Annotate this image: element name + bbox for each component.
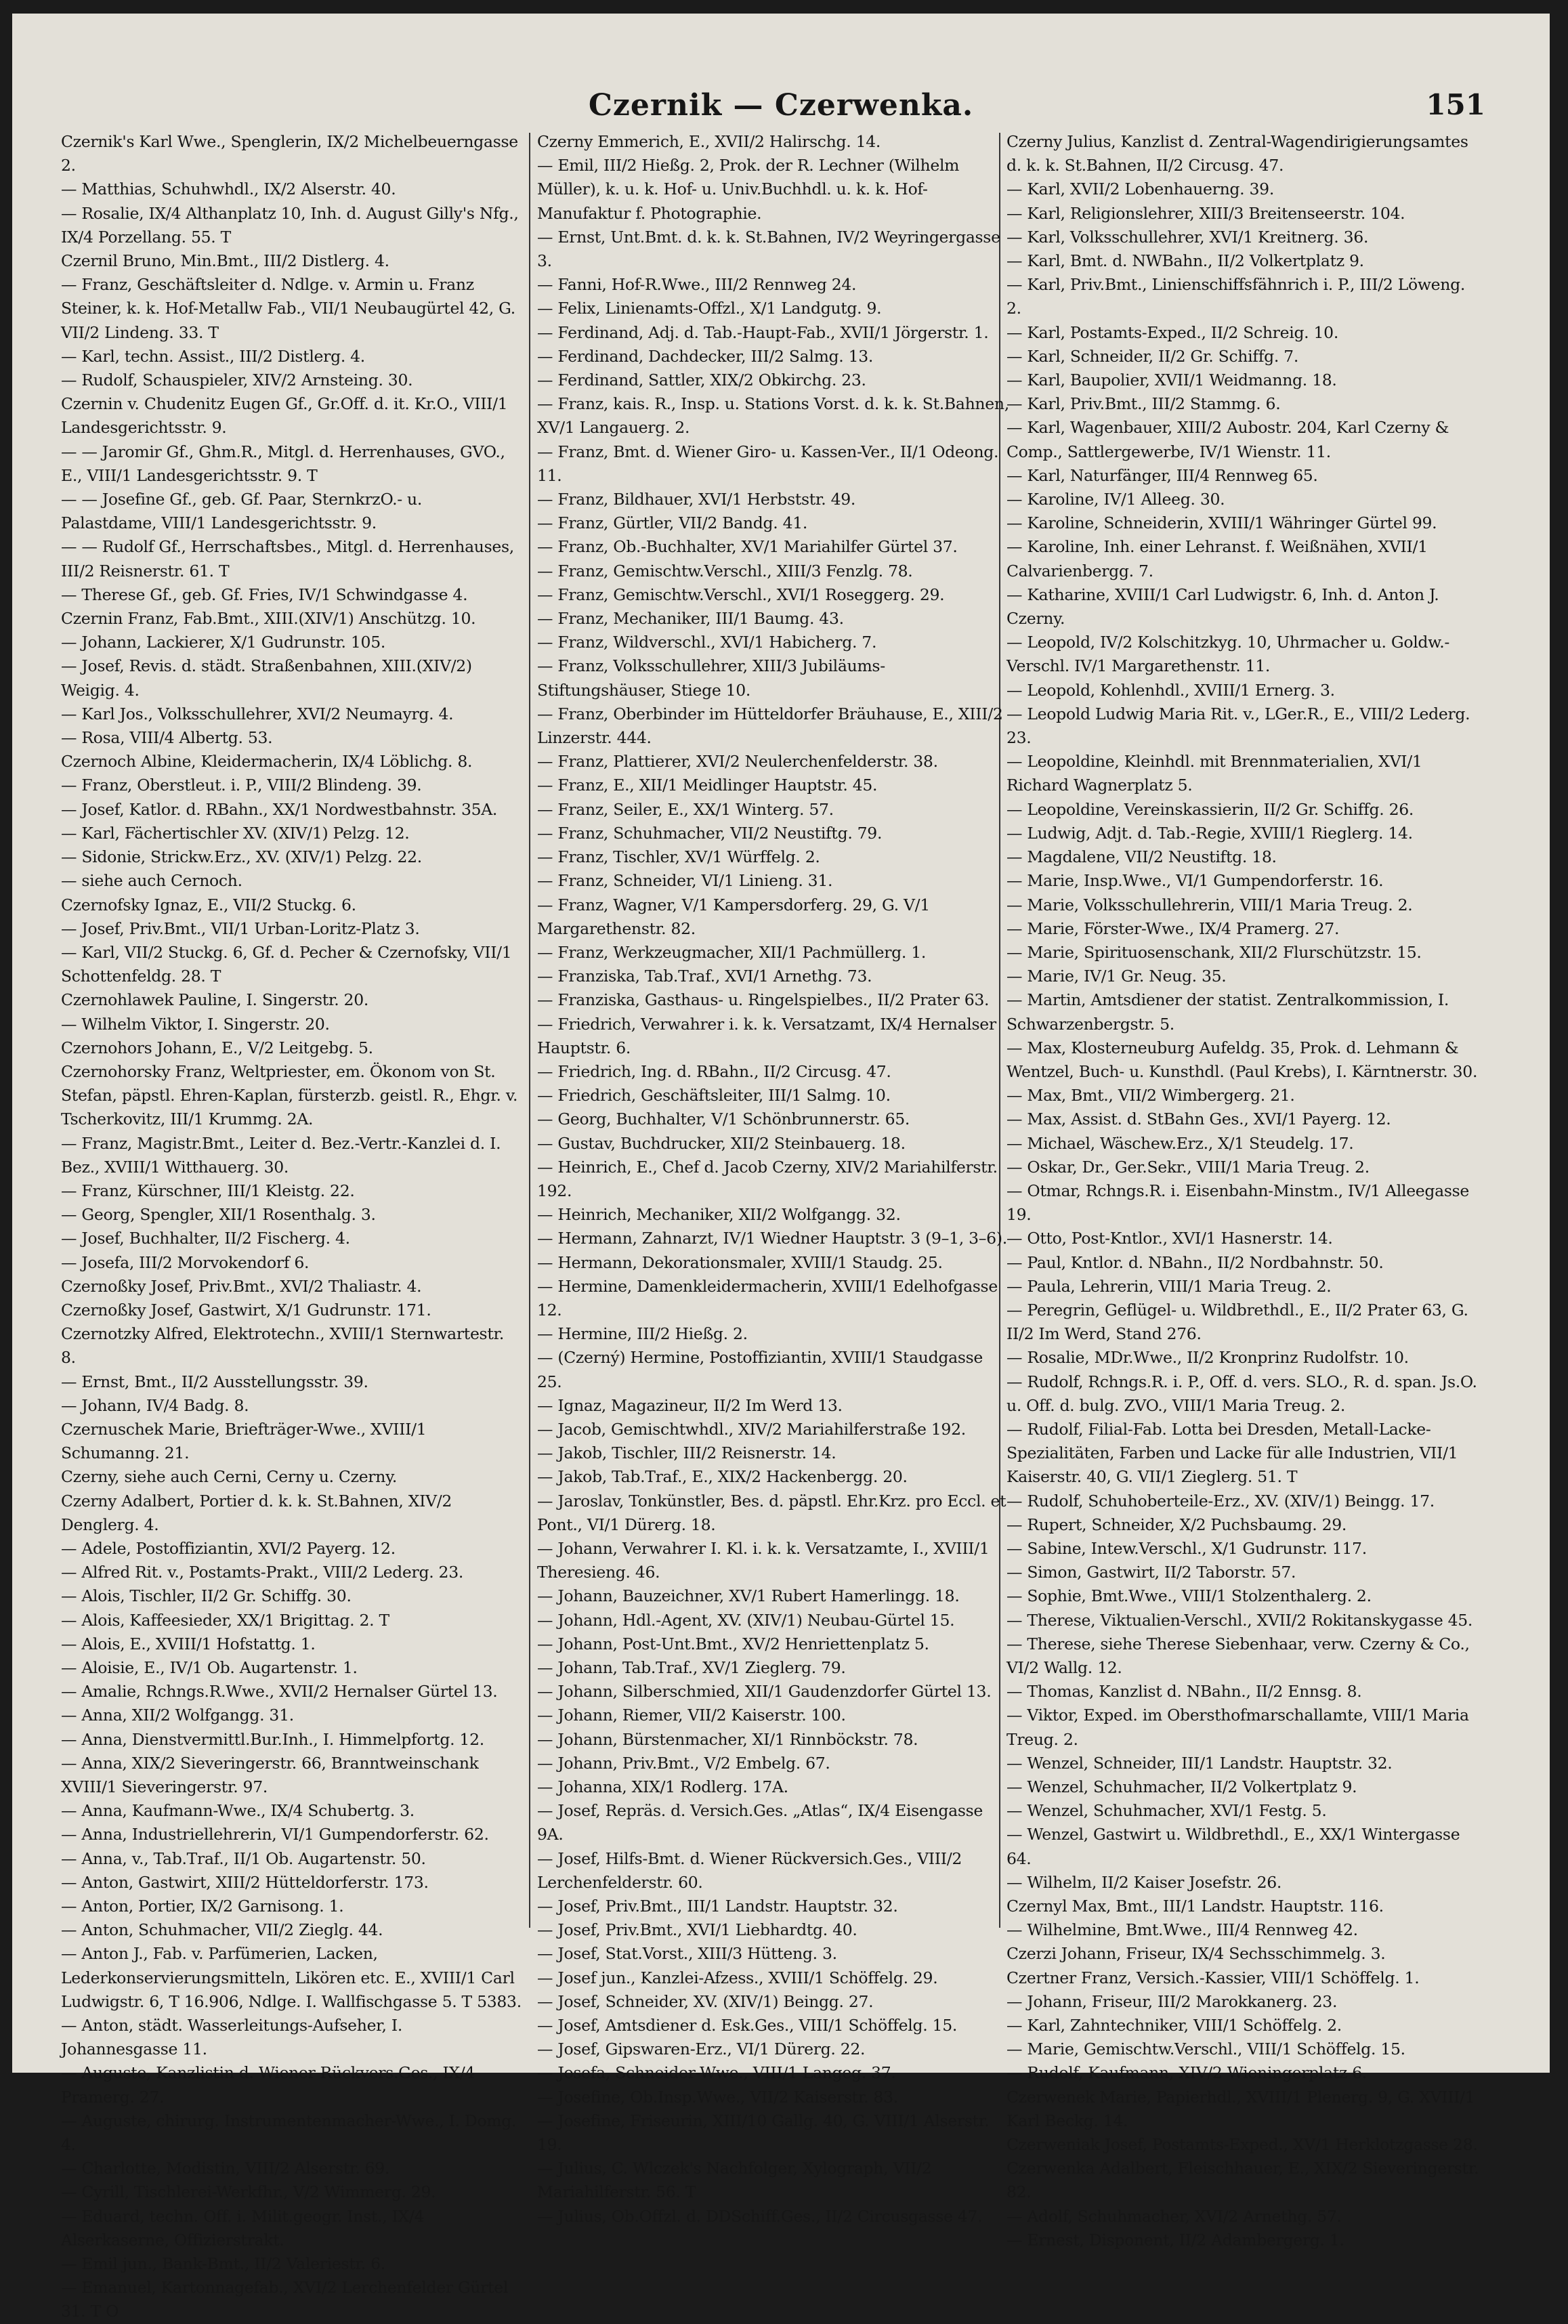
directory-entry: — Aloisie, E., IV/1 Ob. Augartenstr. 1. bbox=[61, 1658, 358, 1677]
directory-entry: — Johann, Friseur, III/2 Marokkanerg. 23. bbox=[1007, 1991, 1338, 2011]
directory-entry: — Auguste, chirurg. Instrumentenmacher-Wwe., I. Domg. 4. bbox=[61, 2111, 517, 2155]
directory-entry: — Franz, Gürtler, VII/2 Bandg. 41. bbox=[537, 513, 808, 533]
directory-entry: — Max, Klosterneuburg Aufeldg. 35, Prok. d. Lehmann & Wentzel, Buch- u. Kunsthdl. (Paul Krebs), I. Kärntnerstr. 30. bbox=[1007, 1038, 1478, 1081]
directory-entry: — Hermann, Dekorationsmaler, XVIII/1 Staudg. 25. bbox=[537, 1252, 943, 1272]
directory-entry: — Franz, Wildverschl., XVI/1 Habicherg. 7. bbox=[537, 633, 877, 652]
directory-entry: — Leopold, IV/2 Kolschitzkyg. 10, Uhrmacher u. Goldw.-Verschl. IV/1 Margarethenstr. 11. bbox=[1007, 633, 1450, 676]
directory-entry: — Karl, Postamts-Exped., II/2 Schreig. 10. bbox=[1007, 322, 1338, 342]
directory-entry: — Karl, VII/2 Stuckg. 6, Gf. d. Pecher & Czernofsky, VII/1 Schottenfeldg. 28. T bbox=[61, 942, 512, 986]
directory-entry: — Franz, Gemischtw.Verschl., XVI/1 Roseggerg. 29. bbox=[537, 585, 945, 604]
directory-entry: — Josef, Gipswaren-Erz., VI/1 Dürerg. 22. bbox=[537, 2040, 866, 2059]
directory-entry: — Friedrich, Verwahrer i. k. k. Versatzamt, IX/4 Hernalser Hauptstr. 6. bbox=[537, 1014, 996, 1057]
directory-entry: Czernohlawek Pauline, I. Singerstr. 20. bbox=[61, 990, 369, 1010]
directory-entry: — Hermine, Damenkleidermacherin, XVIII/1 Edelhofgasse 12. bbox=[537, 1276, 998, 1319]
directory-entry: — Paul, Kntlor. d. NBahn., II/2 Nordbahnstr. 50. bbox=[1007, 1252, 1384, 1272]
directory-entry: — Michael, Wäschew.Erz., X/1 Steudelg. 17. bbox=[1007, 1133, 1354, 1153]
directory-entry: — Karl, Religionslehrer, XIII/3 Breitenseerstr. 104. bbox=[1007, 203, 1405, 223]
directory-entry: — Anton, städt. Wasserleitungs-Aufseher, I. Johannesgasse 11. bbox=[61, 2016, 403, 2059]
directory-entry: — Franz, Kürschner, III/1 Kleistg. 22. bbox=[61, 1181, 355, 1200]
directory-entry: — Ernest, Disponent, II/2 Adambergerg. 1. bbox=[1007, 2230, 1344, 2249]
directory-entry: — Karl, Zahntechniker, VIII/1 Schöffelg. 2. bbox=[1007, 2016, 1342, 2035]
directory-entry: — Rudolf, Schauspieler, XIV/2 Arnsteing. 30. bbox=[61, 371, 413, 390]
directory-entry: — Karoline, IV/1 Alleeg. 30. bbox=[1007, 490, 1225, 509]
directory-entry: — Josef, Buchhalter, II/2 Fischerg. 4. bbox=[61, 1229, 350, 1248]
directory-entry: — Wilhelm, II/2 Kaiser Josefstr. 26. bbox=[1007, 1872, 1282, 1892]
directory-entry: — Felix, Linienamts-Offzl., X/1 Landgutg. 9. bbox=[537, 299, 882, 318]
directory-entry: — Johann, Tab.Traf., XV/1 Zieglerg. 79. bbox=[537, 1658, 846, 1677]
directory-entry: — Leopoldine, Kleinhdl. mit Brennmaterialien, XVI/1 Richard Wagnerplatz 5. bbox=[1007, 752, 1422, 795]
directory-entry: — Matthias, Schuhwhdl., IX/2 Alserstr. 40. bbox=[61, 179, 396, 199]
directory-entry: — Karl, Wagenbauer, XIII/2 Aubostr. 204, Karl Czerny & Comp., Sattlergewerbe, IV/1 Wienstr. 11. bbox=[1007, 418, 1449, 461]
directory-entry: — Karl, techn. Assist., III/2 Distlerg. 4. bbox=[61, 346, 365, 366]
page-header bbox=[12, 88, 1550, 122]
directory-entry: — Franz, Bmt. d. Wiener Giro- u. Kassen-Ver., II/1 Odeong. 11. bbox=[537, 442, 999, 485]
directory-entry: — Anna, Industriellehrerin, VI/1 Gumpendorferstr. 62. bbox=[61, 1825, 489, 1844]
directory-entry: — Max, Bmt., VII/2 Wimbergerg. 21. bbox=[1007, 1086, 1295, 1105]
directory-entry: — Georg, Spengler, XII/1 Rosenthalg. 3. bbox=[61, 1205, 376, 1225]
directory-entry: — Franz, Volksschullehrer, XIII/3 Jubiläums-Stiftungshäuser, Stiege 10. bbox=[537, 656, 885, 700]
directory-entry: — Emil jun., Bank-Bmt., II/2 Valeriestr. 6. bbox=[61, 2254, 385, 2274]
directory-entry: — Franz, Bildhauer, XVI/1 Herbststr. 49. bbox=[537, 490, 856, 509]
directory-entry: — Alois, Kaffeesieder, XX/1 Brigittag. 2. T bbox=[61, 1610, 389, 1630]
directory-entry: — Josefine, Friseurin, XIII/10 Gallg. 40, G. VIII/1 Alserstr. 19. bbox=[537, 2111, 990, 2155]
directory-entry: — Karl, Naturfänger, III/4 Rennweg 65. bbox=[1007, 465, 1318, 485]
directory-entry: — Johann, Priv.Bmt., V/2 Embelg. 67. bbox=[537, 1753, 830, 1773]
directory-entry: — Paula, Lehrerin, VIII/1 Maria Treug. 2. bbox=[1007, 1276, 1332, 1296]
directory-entry: — Sabine, Intew.Verschl., X/1 Gudrunstr. 117. bbox=[1007, 1538, 1367, 1558]
directory-entry: — Josef, Stat.Vorst., XIII/3 Hütteng. 3. bbox=[537, 1944, 837, 1964]
directory-entry: — Johann, Lackierer, X/1 Gudrunstr. 105. bbox=[61, 633, 386, 652]
directory-entry: — Johann, Post-Unt.Bmt., XV/2 Henriettenplatz 5. bbox=[537, 1634, 929, 1653]
directory-entry: — Julius, C. Wlczek's Nachfolger, Xylograph, VII/2 Mariahilferstr. 56. T bbox=[537, 2159, 932, 2202]
directory-entry: — Adele, Postoffiziantin, XVI/2 Payerg. 12. bbox=[61, 1538, 396, 1558]
column-right bbox=[1007, 130, 1482, 2249]
directory-entry: — Ferdinand, Sattler, XIX/2 Obkirchg. 23. bbox=[537, 371, 866, 390]
directory-entry: Czerny Emmerich, E., XVII/2 Halirschg. 14. bbox=[537, 132, 881, 151]
directory-entry: — Eduard, techn. Off. i. Milit.geogr. Inst., IX/4 Alserkaserne, Offizierstrakt. bbox=[61, 2206, 425, 2249]
directory-entry: — Marie, Spirituosenschank, XII/2 Flurschützstr. 15. bbox=[1007, 942, 1422, 962]
directory-entry: — Alois, Tischler, II/2 Gr. Schiffg. 30. bbox=[61, 1586, 352, 1606]
directory-entry: — Karl, XVII/2 Lobenhauerng. 39. bbox=[1007, 179, 1274, 199]
directory-entry: — Marie, Gemischtw.Verschl., VIII/1 Schöffelg. 15. bbox=[1007, 2040, 1405, 2059]
directory-entry: Czernyl Max, Bmt., III/1 Landstr. Hauptstr. 116. bbox=[1007, 1897, 1384, 1916]
directory-entry: — Therese, siehe Therese Siebenhaar, verw. Czerny & Co., VI/2 Wallg. 12. bbox=[1007, 1634, 1470, 1677]
directory-entry: — Friedrich, Geschäftsleiter, III/1 Salmg. 10. bbox=[537, 1086, 891, 1105]
directory-entry: — Karl, Schneider, II/2 Gr. Schiffg. 7. bbox=[1007, 346, 1299, 366]
directory-entry: — Ernst, Unt.Bmt. d. k. k. St.Bahnen, IV/2 Weyringergasse 3. bbox=[537, 227, 1000, 271]
directory-entry: — Thomas, Kanzlist d. NBahn., II/2 Ennsg. 8. bbox=[1007, 1682, 1362, 1702]
directory-entry: — siehe auch Cernoch. bbox=[61, 871, 242, 891]
directory-entry: — Hermine, III/2 Hießg. 2. bbox=[537, 1324, 748, 1344]
directory-entry: — Franz, Ob.-Buchhalter, XV/1 Mariahilfer Gürtel 37. bbox=[537, 537, 958, 557]
directory-entry: — Gustav, Buchdrucker, XII/2 Steinbauerg. 18. bbox=[537, 1133, 906, 1153]
directory-entry: — Marie, Förster-Wwe., IX/4 Pramerg. 27. bbox=[1007, 918, 1340, 938]
column-divider bbox=[529, 133, 530, 1928]
directory-entry: — Heinrich, Mechaniker, XII/2 Wolfgangg. 32. bbox=[537, 1205, 901, 1225]
directory-entry: — Jakob, Tab.Traf., E., XIX/2 Hackenbergg. 20. bbox=[537, 1467, 908, 1487]
directory-entry: Czernohors Johann, E., V/2 Leitgebg. 5. bbox=[61, 1038, 373, 1057]
directory-entry: — Ernst, Bmt., II/2 Ausstellungsstr. 39. bbox=[61, 1372, 368, 1391]
directory-entry: — Rupert, Schneider, X/2 Puchsbaumg. 29. bbox=[1007, 1515, 1347, 1534]
directory-entry: — Karl, Priv.Bmt., Linienschiffsfähnrich i. P., III/2 Löweng. 2. bbox=[1007, 275, 1466, 318]
directory-entry: — Simon, Gastwirt, II/2 Taborstr. 57. bbox=[1007, 1563, 1296, 1582]
directory-entry: — Johann, IV/4 Badg. 8. bbox=[61, 1395, 249, 1415]
directory-entry: — Franz, Tischler, XV/1 Würffelg. 2. bbox=[537, 847, 820, 867]
directory-entry: — Friedrich, Ing. d. RBahn., II/2 Circusg. 47. bbox=[537, 1061, 891, 1081]
directory-entry: — Anna, Kaufmann-Wwe., IX/4 Schubertg. 3. bbox=[61, 1801, 415, 1821]
directory-entry: — Josefa, Schneider-Wwe., VIII/1 Langeg. 37. bbox=[537, 2063, 896, 2083]
directory-entry: — Ferdinand, Adj. d. Tab.-Haupt-Fab., XVII/1 Jörgerstr. 1. bbox=[537, 322, 989, 342]
directory-entry: — Franz, kais. R., Insp. u. Stations Vorst. d. k. k. St.Bahnen, XV/1 Langauerg. 2. bbox=[537, 394, 1009, 438]
directory-entry: — Charlotte, Modistin, VIII/2 Alserstr. 69. bbox=[61, 2159, 390, 2178]
directory-entry: — Franz, Oberstleut. i. P., VIII/2 Blindeng. 39. bbox=[61, 776, 422, 795]
directory-entry: — Sophie, Bmt.Wwe., VIII/1 Stolzenthalerg. 2. bbox=[1007, 1586, 1372, 1606]
directory-entry: — Josef, Repräs. d. Versich.Ges. „Atlas“, IX/4 Eisengasse 9A. bbox=[537, 1801, 983, 1844]
directory-entry: — Leopoldine, Vereinskassierin, II/2 Gr. Schiffg. 26. bbox=[1007, 799, 1414, 819]
directory-entry: — Adolf, Schuhmacher, XVI/2 Arnethg. 57. bbox=[1007, 2206, 1342, 2226]
directory-entry: — Franz, Plattierer, XVI/2 Neulerchenfelderstr. 38. bbox=[537, 752, 938, 772]
directory-entry: — Wilhelmine, Bmt.Wwe., III/4 Rennweg 42. bbox=[1007, 1920, 1358, 1940]
directory-entry: — Johann, Hdl.-Agent, XV. (XIV/1) Neubau-Gürtel 15. bbox=[537, 1610, 955, 1630]
directory-entry: — Josef, Amtsdiener d. Esk.Ges., VIII/1 Schöffelg. 15. bbox=[537, 2016, 958, 2035]
directory-entry: Czernil Bruno, Min.Bmt., III/2 Distlerg. 4. bbox=[61, 251, 389, 271]
directory-entry: — Johann, Riemer, VII/2 Kaiserstr. 100. bbox=[537, 1706, 846, 1725]
directory-entry: — Johann, Silberschmied, XII/1 Gaudenzdorfer Gürtel 13. bbox=[537, 1682, 992, 1702]
directory-entry: — Rosa, VIII/4 Albertg. 53. bbox=[61, 728, 273, 748]
directory-entry: — Josef, Priv.Bmt., III/1 Landstr. Hauptstr. 32. bbox=[537, 1897, 898, 1916]
directory-entry: — Wilhelm Viktor, I. Singerstr. 20. bbox=[61, 1014, 330, 1034]
directory-entry: — Alois, E., XVIII/1 Hofstattg. 1. bbox=[61, 1634, 316, 1653]
directory-entry: Czernin v. Chudenitz Eugen Gf., Gr.Off. d. it. Kr.O., VIII/1 Landesgerichtsstr. 9. bbox=[61, 394, 508, 438]
directory-entry: Czernoßky Josef, Priv.Bmt., XVI/2 Thaliastr. 4. bbox=[61, 1276, 422, 1296]
directory-entry: — Julius, Ob.Offzl. d. DDSchiff.Ges., II/2 Circusgasse 47. bbox=[537, 2206, 983, 2226]
directory-entry: — Franz, Seiler, E., XX/1 Winterg. 57. bbox=[537, 799, 834, 819]
directory-entry: — Karoline, Schneiderin, XVIII/1 Währinger Gürtel 99. bbox=[1007, 513, 1437, 533]
directory-entry: — Franz, E., XII/1 Meidlinger Hauptstr. 45. bbox=[537, 776, 878, 795]
directory-entry: — Anton, Portier, IX/2 Garnisong. 1. bbox=[61, 1897, 344, 1916]
directory-entry: — Rosalie, MDr.Wwe., II/2 Kronprinz Rudolfstr. 10. bbox=[1007, 1348, 1409, 1368]
directory-entry: — Franz, Schneider, VI/1 Linieng. 31. bbox=[537, 871, 833, 891]
directory-entry: — Martin, Amtsdiener der statist. Zentralkommission, I. Schwarzenbergstr. 5. bbox=[1007, 990, 1449, 1034]
directory-entry: — Josef, Revis. d. städt. Straßenbahnen, XIII.(XIV/2) Weigig. 4. bbox=[61, 656, 472, 700]
directory-entry: Czerny Julius, Kanzlist d. Zentral-Wagendirigierungsamtes d. k. k. St.Bahnen, II/2 Circusg. 47. bbox=[1007, 132, 1468, 175]
directory-entry: — — Josefine Gf., geb. Gf. Paar, SternkrzO.- u. Palastdame, VIII/1 Landesgerichtsstr. 9. bbox=[61, 490, 423, 533]
directory-entry: — Wenzel, Schneider, III/1 Landstr. Hauptstr. 32. bbox=[1007, 1753, 1393, 1773]
directory-entry: — — Jaromir Gf., Ghm.R., Mitgl. d. Herrenhauses, GVO., E., VIII/1 Landesgerichtsstr. 9. T bbox=[61, 442, 505, 485]
directory-entry: — (Czerný) Hermine, Postoffiziantin, XVIII/1 Staudgasse 25. bbox=[537, 1348, 983, 1391]
directory-entry: — Ignaz, Magazineur, II/2 Im Werd 13. bbox=[537, 1395, 843, 1415]
directory-entry: — Katharine, XVIII/1 Carl Ludwigstr. 6, Inh. d. Anton J. Czerny. bbox=[1007, 585, 1439, 629]
directory-entry: — Franz, Schuhmacher, VII/2 Neustiftg. 79. bbox=[537, 823, 883, 843]
column-middle bbox=[537, 130, 1011, 2226]
directory-entry: — Therese, Viktualien-Verschl., XVII/2 Rokitanskygasse 45. bbox=[1007, 1610, 1473, 1630]
directory-entry: — Franziska, Tab.Traf., XVI/1 Arnethg. 73. bbox=[537, 967, 872, 986]
directory-entry: — Josef, Katlor. d. RBahn., XX/1 Nordwestbahnstr. 35A. bbox=[61, 799, 498, 819]
directory-entry: — Auguste, Kanzlistin d. Wiener Rückvers.Ges., IX/4 Pramerg. 27. bbox=[61, 2063, 475, 2107]
directory-entry: — Emil, III/2 Hießg. 2, Prok. der R. Lechner (Wilhelm Müller), k. u. k. Hof- u. Univ.Buchhdl. u. k. k. Hof-Manufaktur f. Photographie. bbox=[537, 156, 960, 223]
directory-entry: — Leopold, Kohlenhdl., XVIII/1 Ernerg. 3. bbox=[1007, 680, 1335, 700]
directory-entry: — Josef, Priv.Bmt., XVI/1 Liebhardtg. 40. bbox=[537, 1920, 857, 1940]
directory-entry: — Max, Assist. d. StBahn Ges., XVI/1 Payerg. 12. bbox=[1007, 1110, 1391, 1129]
directory-entry: — Ludwig, Adjt. d. Tab.-Regie, XVIII/1 Rieglerg. 14. bbox=[1007, 823, 1413, 843]
directory-entry: — Otmar, Rchngs.R. i. Eisenbahn-Minstm., IV/1 Alleegasse 19. bbox=[1007, 1181, 1469, 1225]
directory-entry: — Wenzel, Schuhmacher, XVI/1 Festg. 5. bbox=[1007, 1801, 1327, 1821]
directory-entry: — — Rudolf Gf., Herrschaftsbes., Mitgl. d. Herrenhauses, III/2 Reisnerstr. 61. T bbox=[61, 537, 514, 580]
directory-entry: Czerny Adalbert, Portier d. k. k. St.Bahnen, XIV/2 Denglerg. 4. bbox=[61, 1491, 452, 1534]
directory-entry: Czernin Franz, Fab.Bmt., XIII.(XIV/1) Anschützg. 10. bbox=[61, 609, 476, 629]
directory-entry: — Therese Gf., geb. Gf. Fries, IV/1 Schwindgasse 4. bbox=[61, 585, 468, 604]
directory-entry: — Marie, Insp.Wwe., VI/1 Gumpendorferstr. 16. bbox=[1007, 871, 1384, 891]
directory-entry: — Josef jun., Kanzlei-Afzess., XVIII/1 Schöffelg. 29. bbox=[537, 1968, 938, 1987]
directory-entry: — Magdalene, VII/2 Neustiftg. 18. bbox=[1007, 847, 1277, 867]
directory-entry: — Fanni, Hof-R.Wwe., III/2 Rennweg 24. bbox=[537, 275, 857, 295]
directory-entry: — Rudolf, Schuhoberteile-Erz., XV. (XIV/1) Beingg. 17. bbox=[1007, 1491, 1435, 1510]
directory-entry: — Karl, Bmt. d. NWBahn., II/2 Volkertplatz 9. bbox=[1007, 251, 1364, 271]
directory-entry: — Heinrich, E., Chef d. Jacob Czerny, XIV/2 Mariahilferstr. 192. bbox=[537, 1157, 998, 1200]
directory-entry: — Oskar, Dr., Ger.Sekr., VIII/1 Maria Treug. 2. bbox=[1007, 1157, 1370, 1177]
directory-entry: — Anton, Gastwirt, XIII/2 Hütteldorferstr. 173. bbox=[61, 1872, 429, 1892]
directory-entry: — Otto, Post-Kntlor., XVI/1 Hasnerstr. 14. bbox=[1007, 1229, 1333, 1248]
directory-entry: Czerwenka Adalbert, Fleischhauer, E., XIX/2 Sieveringerstr. 82. bbox=[1007, 2159, 1479, 2202]
directory-entry: — Franz, Oberbinder im Hütteldorfer Bräuhause, E., XIII/2 Linzerstr. 444. bbox=[537, 704, 1003, 748]
directory-entry: — Josef, Priv.Bmt., VII/1 Urban-Loritz-Platz 3. bbox=[61, 918, 420, 938]
directory-entry: — Johann, Verwahrer I. Kl. i. k. k. Versatzamte, I., XVIII/1 Theresieng. 46. bbox=[537, 1538, 990, 1582]
directory-entry: — Karl, Fächertischler XV. (XIV/1) Pelzg. 12. bbox=[61, 823, 410, 843]
directory-entry: — Karl, Volksschullehrer, XVI/1 Kreitnerg. 36. bbox=[1007, 227, 1369, 247]
directory-entry: — Viktor, Exped. im Obersthofmarschallamte, VIII/1 Maria Treug. 2. bbox=[1007, 1706, 1469, 1749]
directory-entry: Czerweniak Josef, Postamts-Exped., XV/1 Herklotzgasse 28. bbox=[1007, 2135, 1478, 2155]
directory-entry: — Marie, IV/1 Gr. Neug. 35. bbox=[1007, 967, 1227, 986]
directory-entry: Czerny, siehe auch Cerni, Cerny u. Czerny. bbox=[61, 1467, 398, 1487]
directory-entry: — Franz, Mechaniker, III/1 Baumg. 43. bbox=[537, 609, 844, 629]
directory-entry: — Karl Jos., Volksschullehrer, XVI/2 Neumayrg. 4. bbox=[61, 704, 454, 723]
column-left bbox=[61, 130, 522, 2321]
directory-entry: Czerwenek Marie, Papierhdl., XVIII/1 Plenerg. 9, G. XVIII/1 Karl Beckg. 14. bbox=[1007, 2087, 1475, 2130]
directory-entry: — Anton J., Fab. v. Parfümerien, Lacken, Lederkonservierungsmitteln, Likören etc. E., XVIII/1 Carl Ludwigstr. 6, T 16.906, Ndlge. I. Wallfischgasse 5. T 5383. bbox=[61, 1944, 522, 2011]
page-number: 151 bbox=[1426, 88, 1485, 121]
directory-entry: — Anna, XIX/2 Sieveringerstr. 66, Branntweinschank XVIII/1 Sieveringerstr. 97. bbox=[61, 1753, 479, 1797]
directory-entry: — Franz, Wagner, V/1 Kampersdorferg. 29, G. V/1 Margarethenstr. 82. bbox=[537, 895, 930, 938]
directory-entry: — Rudolf, Rchngs.R. i. P., Off. d. vers. SLO., R. d. span. Js.O. u. Off. d. bulg. ZVO., VIII/1 Maria Treug. 2. bbox=[1007, 1372, 1477, 1415]
directory-entry: Czernik's Karl Wwe., Spenglerin, IX/2 Michelbeuerngasse 2. bbox=[61, 132, 518, 175]
directory-entry: — Jaroslav, Tonkünstler, Bes. d. päpstl. Ehr.Krz. pro Eccl. et Pont., VI/1 Dürerg. 18. bbox=[537, 1491, 1007, 1534]
directory-entry: — Wenzel, Gastwirt u. Wildbrethdl., E., XX/1 Wintergasse 64. bbox=[1007, 1825, 1460, 1868]
directory-entry: — Jakob, Tischler, III/2 Reisnerstr. 14. bbox=[537, 1443, 836, 1463]
directory-entry: Czerzi Johann, Friseur, IX/4 Sechsschimmelg. 3. bbox=[1007, 1944, 1386, 1964]
directory-entry: — Josefine, Ob.Insp.Wwe., VII/2 Kaiserstr. 83. bbox=[537, 2087, 898, 2107]
directory-entry: — Josef, Schneider, XV. (XIV/1) Beingg. 27. bbox=[537, 1991, 874, 2011]
directory-entry: — Cyrill, Tischlerei-Werkfhr., V/2 Wimmerg. 29. bbox=[61, 2182, 436, 2202]
directory-entry: — Josef, Hilfs-Bmt. d. Wiener Rückversich.Ges., VIII/2 Lerchenfelderstr. 60. bbox=[537, 1848, 962, 1892]
directory-entry: — Franz, Magistr.Bmt., Leiter d. Bez.-Vertr.-Kanzlei d. I. Bez., XVIII/1 Witthauerg. 30. bbox=[61, 1133, 501, 1177]
directory-entry: — Johanna, XIX/1 Rodlerg. 17A. bbox=[537, 1777, 788, 1797]
directory-page bbox=[12, 14, 1550, 2321]
directory-entry: Czernohorsky Franz, Weltpriester, em. Ökonom von St. Stefan, päpstl. Ehren-Kaplan, fürsterzb. geistl. R., Ehgr. v. Tscherkovitz, III/1 Krummg. 2A. bbox=[61, 1061, 518, 1129]
directory-entry: — Rosalie, IX/4 Althanplatz 10, Inh. d. August Gilly's Nfg., IX/4 Porzellang. 55. T bbox=[61, 203, 519, 247]
directory-entry: Czernofsky Ignaz, E., VII/2 Stuckg. 6. bbox=[61, 895, 356, 914]
directory-entry: — Amalie, Rchngs.R.Wwe., XVII/2 Hernalser Gürtel 13. bbox=[61, 1682, 498, 1702]
directory-entry: — Anna, v., Tab.Traf., II/1 Ob. Augartenstr. 50. bbox=[61, 1848, 426, 1868]
directory-entry: — Anna, XII/2 Wolfgangg. 31. bbox=[61, 1706, 294, 1725]
directory-entry: — Marie, Volksschullehrerin, VIII/1 Maria Treug. 2. bbox=[1007, 895, 1413, 914]
directory-entry: — Emanuel, Kartonnagefab., XVI/2 Lerchenfelder Gürtel 31. T O bbox=[61, 2278, 509, 2321]
directory-entry: — Anton, Schuhmacher, VII/2 Zieglg. 44. bbox=[61, 1920, 383, 1940]
directory-entry: — Franz, Gemischtw.Verschl., XIII/3 Fenzlg. 78. bbox=[537, 561, 913, 580]
directory-entry: — Franziska, Gasthaus- u. Ringelspielbes., II/2 Prater 63. bbox=[537, 990, 990, 1010]
directory-entry: — Georg, Buchhalter, V/1 Schönbrunnerstr. 65. bbox=[537, 1110, 910, 1129]
directory-entry: Czernoßky Josef, Gastwirt, X/1 Gudrunstr. 171. bbox=[61, 1300, 431, 1319]
directory-entry: Czernuschek Marie, Briefträger-Wwe., XVIII/1 Schumanng. 21. bbox=[61, 1419, 427, 1463]
directory-entry: — Anna, Dienstvermittl.Bur.Inh., I. Himmelpfortg. 12. bbox=[61, 1729, 484, 1749]
directory-entry: Czertner Franz, Versich.-Kassier, VIII/1 Schöffelg. 1. bbox=[1007, 1968, 1420, 1987]
directory-entry: — Hermann, Zahnarzt, IV/1 Wiedner Hauptstr. 3 (9–1, 3–6). bbox=[537, 1229, 1007, 1248]
directory-entry: — Leopold Ludwig Maria Rit. v., LGer.R., E., VIII/2 Lederg. 23. bbox=[1007, 704, 1470, 748]
directory-entry: — Karoline, Inh. einer Lehranst. f. Weißnähen, XVII/1 Calvarienbergg. 7. bbox=[1007, 537, 1428, 580]
directory-entry: — Peregrin, Geflügel- u. Wildbrethdl., E., II/2 Prater 63, G. II/2 Im Werd, Stand 276. bbox=[1007, 1300, 1468, 1344]
directory-entry: Czernoch Albine, Kleidermacherin, IX/4 Löblichg. 8. bbox=[61, 752, 473, 772]
directory-entry: — Franz, Werkzeugmacher, XII/1 Pachmüllerg. 1. bbox=[537, 942, 927, 962]
directory-entry: — Franz, Geschäftsleiter d. Ndlge. v. Armin u. Franz Steiner, k. k. Hof-Metallw Fab., VII/1 Neubaugürtel 42, G. VII/2 Lindeng. 33. T bbox=[61, 275, 515, 342]
directory-entry: — Rudolf, Kaufmann, XIV/2 Wieningerplatz 6. bbox=[1007, 2063, 1368, 2083]
directory-entry: — Ferdinand, Dachdecker, III/2 Salmg. 13. bbox=[537, 346, 874, 366]
directory-entry: — Josefa, III/2 Morvokendorf 6. bbox=[61, 1252, 310, 1272]
directory-entry: — Sidonie, Strickw.Erz., XV. (XIV/1) Pelzg. 22. bbox=[61, 847, 422, 867]
directory-entry: — Karl, Priv.Bmt., III/2 Stammg. 6. bbox=[1007, 394, 1281, 414]
page-title: Czernik — Czerwenka. bbox=[588, 88, 974, 123]
directory-entry: — Rudolf, Filial-Fab. Lotta bei Dresden, Metall-Lacke-Spezialitäten, Farben und Lacke für alle Industrien, VII/1 Kaiserstr. 40, G. VII/1 Zieglerg. 51. T bbox=[1007, 1419, 1458, 1487]
directory-entry: — Alfred Rit. v., Postamts-Prakt., VIII/2 Lederg. 23. bbox=[61, 1563, 464, 1582]
directory-entry: — Karl, Baupolier, XVII/1 Weidmanng. 18. bbox=[1007, 371, 1337, 390]
directory-entry: — Jacob, Gemischtwhdl., XIV/2 Mariahilferstraße 192. bbox=[537, 1419, 966, 1439]
directory-entry: Czernotzky Alfred, Elektrotechn., XVIII/1 Sternwartestr. 8. bbox=[61, 1324, 504, 1368]
directory-entry: — Wenzel, Schuhmacher, II/2 Volkertplatz 9. bbox=[1007, 1777, 1357, 1797]
directory-entry: — Johann, Bürstenmacher, XI/1 Rinnböckstr. 78. bbox=[537, 1729, 918, 1749]
directory-entry: — Johann, Bauzeichner, XV/1 Rubert Hamerlingg. 18. bbox=[537, 1586, 960, 1606]
